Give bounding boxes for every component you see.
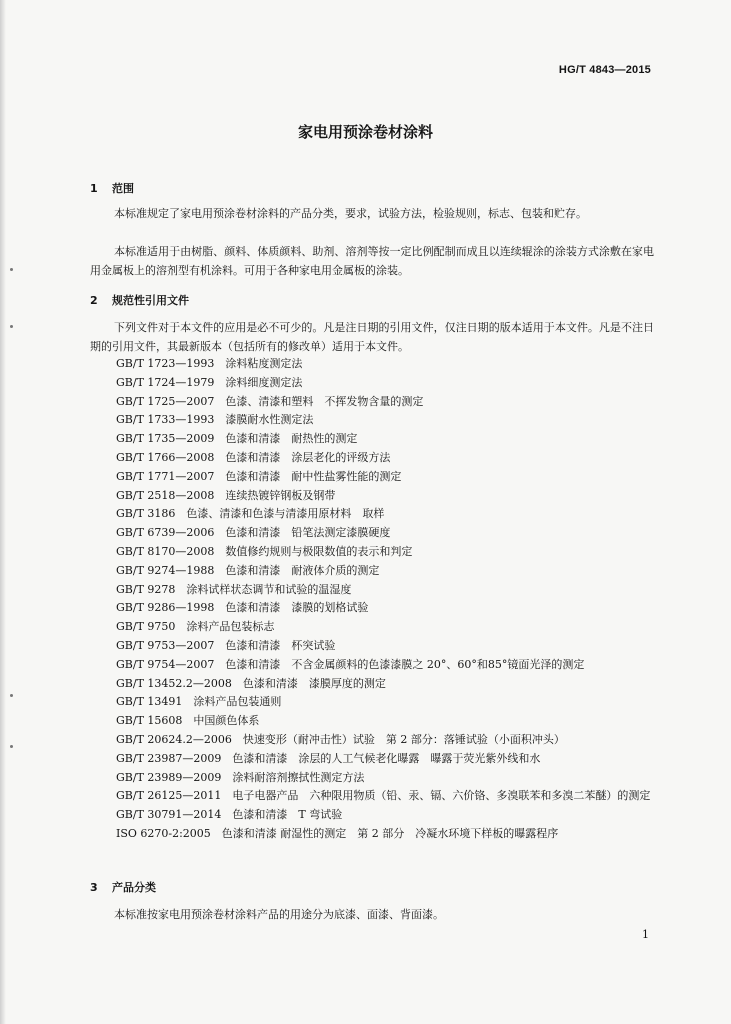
reference-item: GB/T 9278 涂料试样状态调节和试验的温湿度 xyxy=(116,582,352,596)
section-number: 1 xyxy=(90,182,98,195)
section-1-heading xyxy=(90,180,134,196)
reference-item: GB/T 13491 涂料产品包装通则 xyxy=(116,695,282,709)
reference-item: GB/T 2518—2008 连续热镀锌钢板及钢带 xyxy=(116,488,336,502)
section-2-heading xyxy=(90,292,189,308)
reference-item: GB/T 9274—1988 色漆和清漆 耐液体介质的测定 xyxy=(116,563,380,577)
reference-item: ISO 6270-2:2005 色漆和清漆 耐湿性的测定 第 2 部分 冷凝水环境下样板的曝露程序 xyxy=(116,826,559,840)
punch-mark xyxy=(10,694,13,697)
reference-item: GB/T 1771—2007 色漆和清漆 耐中性盐雾性能的测定 xyxy=(116,469,402,483)
reference-item: GB/T 8170—2008 数值修约规则与极限数值的表示和判定 xyxy=(116,544,413,558)
document-title: 家电用预涂卷材涂料 xyxy=(297,123,433,141)
normative-references-intro: 下列文件对于本文件的应用是必不可少的。凡是注日期的引用文件，仅注日期的版本适用于本文件。凡是不注日期的引用文件，其最新版本（包括所有的修改单）适用于本文件。 xyxy=(90,321,654,353)
reference-item: GB/T 9754—2007 色漆和清漆 不含金属颜料的色漆漆膜之 20°、60°和85°镜面光泽的测定 xyxy=(116,657,585,671)
page-edge-shadow xyxy=(0,0,6,1024)
section-number: 2 xyxy=(90,294,98,307)
reference-item: GB/T 9286—1998 色漆和清漆 漆膜的划格试验 xyxy=(116,601,369,615)
reference-item: GB/T 15608 中国颜色体系 xyxy=(116,714,260,728)
reference-item: GB/T 1725—2007 色漆、清漆和塑料 不挥发物含量的测定 xyxy=(116,394,424,408)
reference-item: GB/T 30791—2014 色漆和清漆 T 弯试验 xyxy=(116,808,343,822)
reference-item: GB/T 9750 涂料产品包装标志 xyxy=(116,620,275,634)
page-number: 1 xyxy=(642,928,649,941)
section-title: 范围 xyxy=(112,182,134,195)
punch-mark xyxy=(10,745,13,748)
section-title: 产品分类 xyxy=(112,881,156,894)
reference-item: GB/T 1723—1993 涂料粘度测定法 xyxy=(116,357,303,370)
reference-item: GB/T 6739—2006 色漆和清漆 铅笔法测定漆膜硬度 xyxy=(116,526,391,540)
scope-paragraph-1: 本标准规定了家电用预涂卷材涂料的产品分类，要求，试验方法，检验规则，标志、包装和贮存。 xyxy=(114,207,587,220)
reference-item: GB/T 1766—2008 色漆和清漆 涂层老化的评级方法 xyxy=(116,450,391,464)
section-title: 规范性引用文件 xyxy=(112,294,189,307)
section-number: 3 xyxy=(90,881,98,894)
reference-item: GB/T 3186 色漆、清漆和色漆与清漆用原材料 取样 xyxy=(116,507,385,521)
classification-paragraph: 本标准按家电用预涂卷材涂料产品的用途分为底漆、面漆、背面漆。 xyxy=(114,908,444,921)
reference-list xyxy=(90,355,656,844)
reference-item: GB/T 23989—2009 涂料耐溶剂擦拭性测定方法 xyxy=(116,770,365,784)
reference-item: GB/T 9753—2007 色漆和清漆 杯突试验 xyxy=(116,638,336,652)
reference-item: GB/T 1724—1979 涂料细度测定法 xyxy=(116,375,303,389)
reference-item: GB/T 1733—1993 漆膜耐水性测定法 xyxy=(116,413,314,427)
section-3-heading xyxy=(90,879,156,895)
reference-item: GB/T 23987—2009 色漆和清漆 涂层的人工气候老化曝露 曝露于荧光紫外线和水 xyxy=(116,751,541,765)
punch-mark xyxy=(10,325,13,328)
standard-code: HG/T 4843—2015 xyxy=(558,64,651,76)
reference-item: GB/T 13452.2—2008 色漆和清漆 漆膜厚度的测定 xyxy=(116,676,386,690)
reference-item: GB/T 26125—2011 电子电器产品 六种限用物质（铅、汞、镉、六价铬、多溴联苯和多溴二苯醚）的测定 xyxy=(116,789,651,803)
reference-item: GB/T 1735—2009 色漆和清漆 耐热性的测定 xyxy=(116,432,358,446)
reference-item: GB/T 20624.2—2006 快速变形（耐冲击性）试验 第 2 部分：落锤试验（小面积冲头） xyxy=(116,732,565,746)
scope-paragraph-2: 本标准适用于由树脂、颜料、体质颜料、助剂、溶剂等按一定比例配制而成且以连续辊涂的涂装方式涂敷在家电用金属板上的溶剂型有机涂料。可用于各种家电用金属板的涂装。 xyxy=(90,245,654,277)
punch-mark xyxy=(10,268,13,271)
